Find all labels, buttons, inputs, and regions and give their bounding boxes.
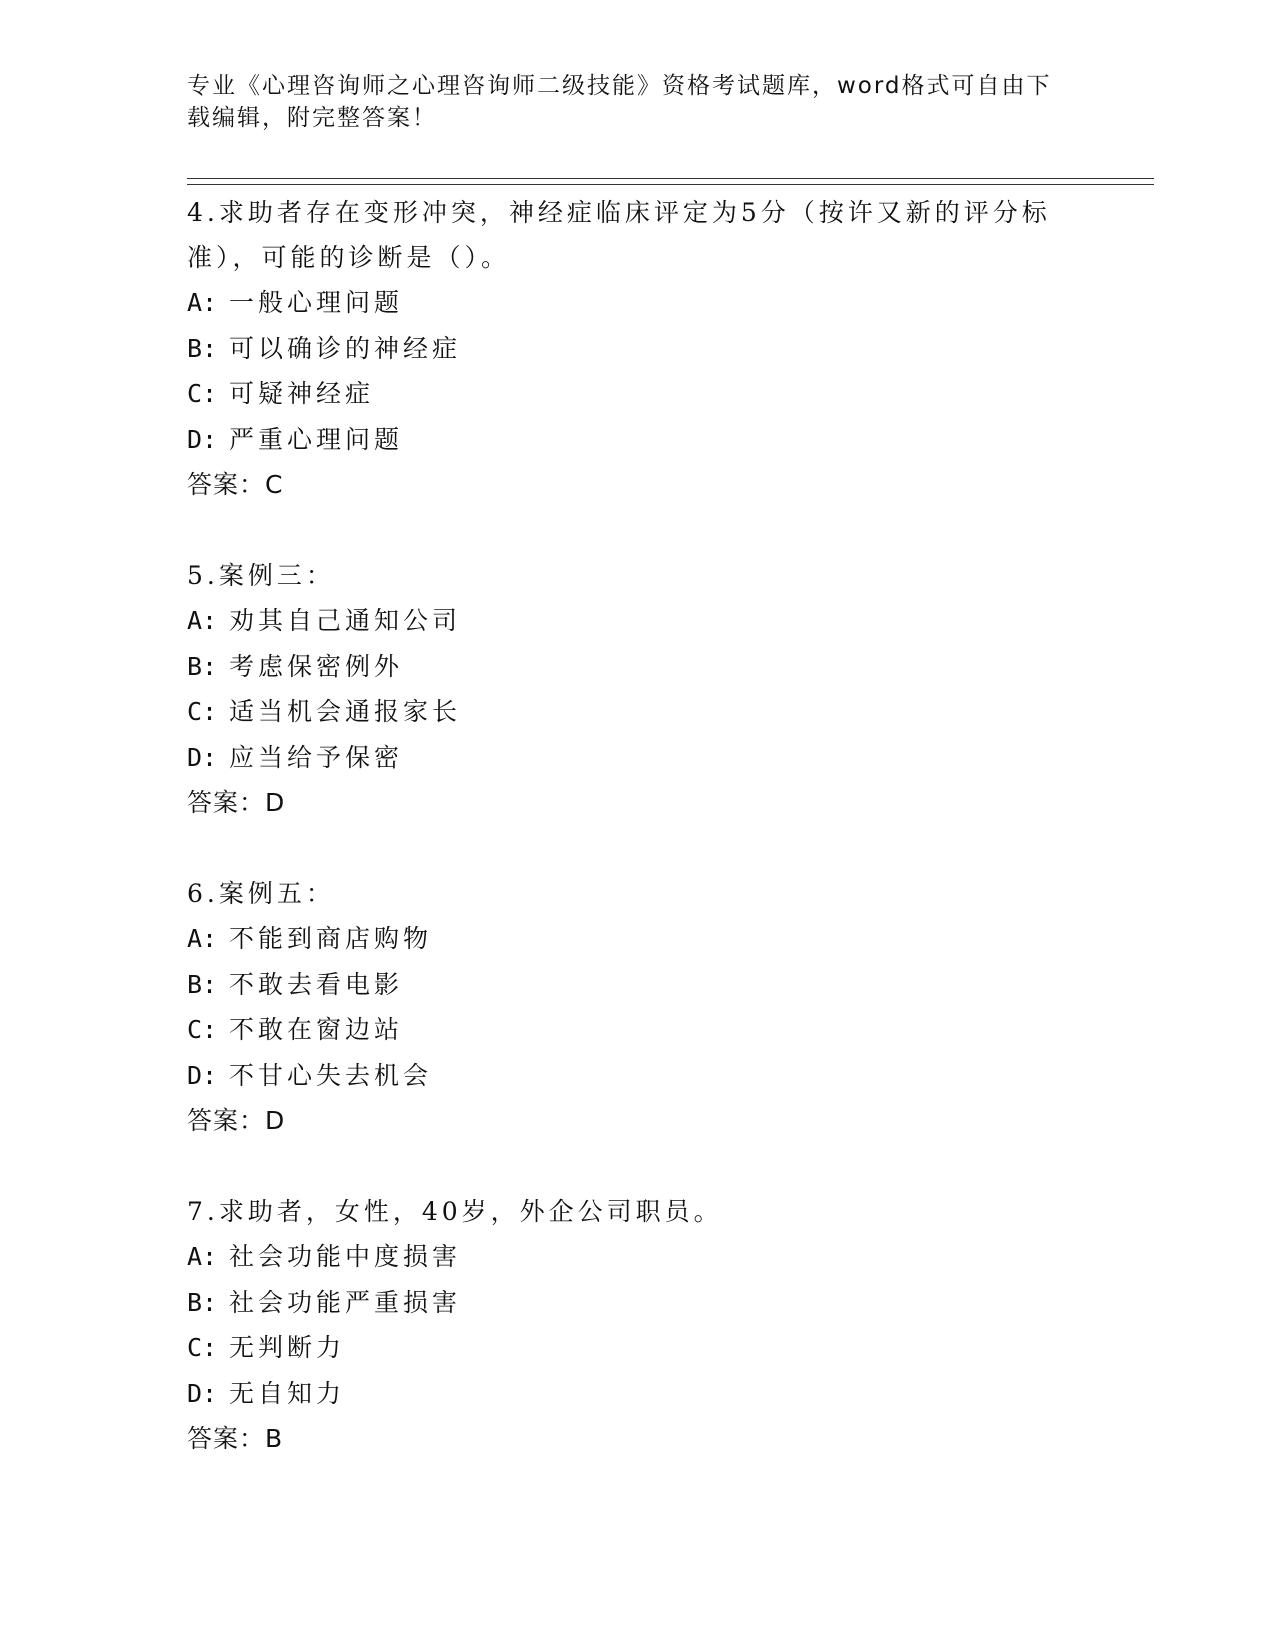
- question-stem: 7.求助者，女性，40岁，外企公司职员。: [187, 1197, 723, 1226]
- option-letter: B:: [187, 1287, 218, 1317]
- option-text: 可以确诊的神经症: [229, 333, 462, 363]
- option-text: 社会功能中度损害: [229, 1242, 462, 1271]
- option-d: [187, 735, 1087, 781]
- option-letter: D:: [187, 424, 218, 454]
- question-stem: 4.求助者存在变形冲突，神经症临床评定为5分（按许又新的评分标准），可能的诊断是（）。: [187, 198, 1051, 272]
- option-letter: A:: [187, 288, 218, 317]
- answer-line: 答案：D: [187, 788, 286, 817]
- question-item: [187, 871, 1087, 1143]
- question-list: [187, 190, 1087, 1507]
- question-stem: 5.案例三：: [187, 561, 335, 590]
- option-letter: B:: [187, 969, 218, 999]
- option-c: [187, 1007, 1087, 1053]
- header-divider-bottom: [187, 184, 1154, 185]
- option-text: 不敢在窗边站: [229, 1015, 404, 1044]
- option-b: [187, 326, 1087, 372]
- option-c: [187, 1325, 1087, 1371]
- option-letter: C:: [187, 1333, 218, 1362]
- option-letter: A:: [187, 924, 218, 953]
- option-letter: D:: [187, 742, 218, 772]
- option-text: 一般心理问题: [229, 288, 404, 317]
- option-letter: C:: [187, 697, 218, 726]
- option-letter: B:: [187, 333, 218, 363]
- option-text: 严重心理问题: [229, 424, 404, 454]
- option-text: 不能到商店购物: [229, 924, 433, 953]
- option-text: 无判断力: [229, 1333, 346, 1362]
- option-c: [187, 371, 1087, 417]
- question-item: [187, 553, 1087, 825]
- option-a: [187, 916, 1087, 962]
- option-text: 劝其自己通知公司: [229, 606, 462, 635]
- option-b: [187, 644, 1087, 690]
- option-text: 无自知力: [229, 1378, 346, 1408]
- question-stem: 6.案例五：: [187, 879, 335, 908]
- option-a: [187, 598, 1087, 644]
- option-text: 社会功能严重损害: [229, 1287, 462, 1317]
- option-b: [187, 1280, 1087, 1326]
- option-letter: C:: [187, 379, 218, 408]
- option-text: 考虑保密例外: [229, 651, 404, 681]
- option-letter: D:: [187, 1378, 218, 1408]
- option-a: [187, 280, 1087, 326]
- option-letter: C:: [187, 1015, 218, 1044]
- option-b: [187, 962, 1087, 1008]
- option-text: 不甘心失去机会: [229, 1060, 433, 1090]
- answer-line: 答案：B: [187, 1424, 284, 1453]
- option-text: 应当给予保密: [229, 742, 404, 772]
- option-letter: D:: [187, 1060, 218, 1090]
- option-c: [187, 689, 1087, 735]
- answer-line: 答案：D: [187, 1106, 286, 1135]
- question-item: [187, 190, 1087, 507]
- header-divider-top: [187, 178, 1154, 179]
- option-letter: B:: [187, 651, 218, 681]
- option-text: 可疑神经症: [229, 379, 375, 408]
- option-text: 不敢去看电影: [229, 969, 404, 999]
- option-text: 适当机会通报家长: [229, 697, 462, 726]
- option-a: [187, 1234, 1087, 1280]
- document-header: 专业《心理咨询师之心理咨询师二级技能》资格考试题库，word格式可自由下载编辑，附完整答案！: [187, 73, 1052, 131]
- option-letter: A:: [187, 1242, 218, 1271]
- option-d: [187, 417, 1087, 463]
- question-item: [187, 1189, 1087, 1461]
- option-letter: A:: [187, 606, 218, 635]
- answer-line: 答案：C: [187, 470, 284, 499]
- option-d: [187, 1371, 1087, 1417]
- option-d: [187, 1053, 1087, 1099]
